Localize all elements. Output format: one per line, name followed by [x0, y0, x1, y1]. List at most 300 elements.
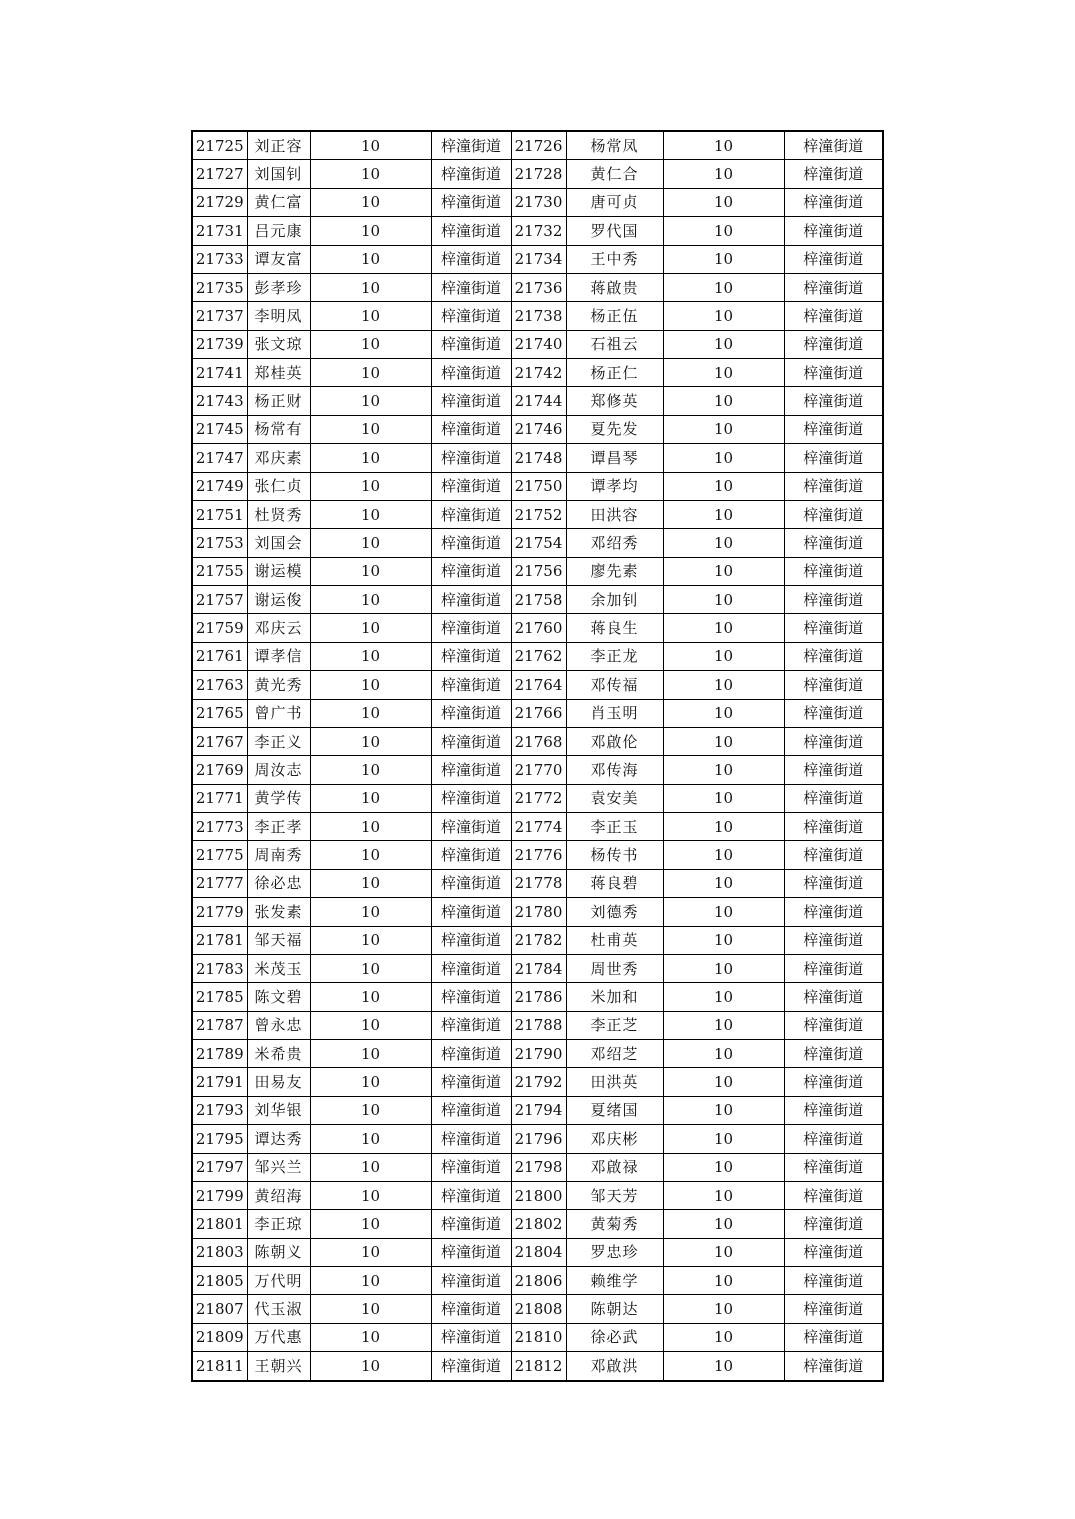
cell-left-name: 李明凤: [247, 302, 310, 330]
cell-right-street: 梓潼街道: [784, 302, 883, 330]
roster-body: [192, 131, 883, 1381]
cell-left-number: 21727: [192, 160, 247, 188]
cell-right-name: 蒋啟贵: [566, 273, 663, 301]
cell-right-amount: 10: [663, 1210, 784, 1238]
table-row: [192, 1210, 883, 1238]
cell-right-street: 梓潼街道: [784, 160, 883, 188]
cell-right-number: 21790: [511, 1040, 566, 1068]
cell-left-number: 21725: [192, 131, 247, 160]
cell-left-amount: 10: [310, 245, 431, 273]
cell-right-street: 梓潼街道: [784, 784, 883, 812]
cell-right-amount: 10: [663, 926, 784, 954]
cell-left-amount: 10: [310, 586, 431, 614]
cell-left-number: 21811: [192, 1352, 247, 1381]
cell-left-number: 21731: [192, 217, 247, 245]
cell-left-name: 王朝兴: [247, 1352, 310, 1381]
cell-left-amount: 10: [310, 1323, 431, 1351]
cell-left-name: 杨正财: [247, 387, 310, 415]
table-row: [192, 188, 883, 216]
cell-left-number: 21795: [192, 1125, 247, 1153]
table-row: [192, 245, 883, 273]
cell-right-street: 梓潼街道: [784, 472, 883, 500]
table-row: [192, 983, 883, 1011]
cell-right-amount: 10: [663, 415, 784, 443]
cell-right-name: 刘德秀: [566, 898, 663, 926]
table-row: [192, 1238, 883, 1266]
cell-left-name: 陈朝义: [247, 1238, 310, 1266]
cell-left-amount: 10: [310, 387, 431, 415]
cell-right-number: 21798: [511, 1153, 566, 1181]
cell-left-number: 21797: [192, 1153, 247, 1181]
cell-left-number: 21753: [192, 529, 247, 557]
cell-right-street: 梓潼街道: [784, 926, 883, 954]
table-row: [192, 954, 883, 982]
cell-right-amount: 10: [663, 1181, 784, 1209]
cell-left-number: 21767: [192, 727, 247, 755]
cell-right-name: 田洪英: [566, 1068, 663, 1096]
cell-right-street: 梓潼街道: [784, 387, 883, 415]
roster-table: [191, 130, 884, 1382]
cell-left-name: 代玉淑: [247, 1295, 310, 1323]
cell-right-number: 21752: [511, 500, 566, 528]
table-row: [192, 472, 883, 500]
cell-left-name: 李正琼: [247, 1210, 310, 1238]
cell-left-name: 张文琼: [247, 330, 310, 358]
cell-right-street: 梓潼街道: [784, 1181, 883, 1209]
cell-right-number: 21744: [511, 387, 566, 415]
cell-left-street: 梓潼街道: [431, 1068, 511, 1096]
cell-left-number: 21785: [192, 983, 247, 1011]
cell-left-name: 陈文碧: [247, 983, 310, 1011]
cell-left-number: 21773: [192, 813, 247, 841]
cell-left-street: 梓潼街道: [431, 671, 511, 699]
cell-right-amount: 10: [663, 444, 784, 472]
cell-left-name: 郑桂英: [247, 359, 310, 387]
cell-right-number: 21736: [511, 273, 566, 301]
cell-left-street: 梓潼街道: [431, 983, 511, 1011]
cell-left-street: 梓潼街道: [431, 444, 511, 472]
cell-left-name: 邹兴兰: [247, 1153, 310, 1181]
cell-left-street: 梓潼街道: [431, 813, 511, 841]
cell-left-amount: 10: [310, 1068, 431, 1096]
cell-left-amount: 10: [310, 330, 431, 358]
cell-right-number: 21782: [511, 926, 566, 954]
cell-right-amount: 10: [663, 557, 784, 585]
cell-right-street: 梓潼街道: [784, 756, 883, 784]
cell-left-street: 梓潼街道: [431, 188, 511, 216]
cell-left-number: 21801: [192, 1210, 247, 1238]
table-row: [192, 387, 883, 415]
cell-left-street: 梓潼街道: [431, 472, 511, 500]
table-row: [192, 1352, 883, 1381]
cell-right-number: 21734: [511, 245, 566, 273]
cell-right-number: 21792: [511, 1068, 566, 1096]
cell-left-street: 梓潼街道: [431, 1238, 511, 1266]
table-row: [192, 869, 883, 897]
cell-left-amount: 10: [310, 131, 431, 160]
cell-left-street: 梓潼街道: [431, 217, 511, 245]
cell-right-street: 梓潼街道: [784, 1011, 883, 1039]
table-row: [192, 898, 883, 926]
cell-right-street: 梓潼街道: [784, 1323, 883, 1351]
cell-right-amount: 10: [663, 472, 784, 500]
cell-left-street: 梓潼街道: [431, 415, 511, 443]
cell-right-street: 梓潼街道: [784, 642, 883, 670]
cell-right-name: 周世秀: [566, 954, 663, 982]
cell-left-street: 梓潼街道: [431, 954, 511, 982]
cell-right-name: 郑修英: [566, 387, 663, 415]
cell-right-amount: 10: [663, 131, 784, 160]
cell-left-street: 梓潼街道: [431, 898, 511, 926]
cell-right-amount: 10: [663, 500, 784, 528]
cell-left-name: 周南秀: [247, 841, 310, 869]
cell-right-name: 赖维学: [566, 1267, 663, 1295]
cell-left-street: 梓潼街道: [431, 1011, 511, 1039]
cell-right-amount: 10: [663, 1153, 784, 1181]
cell-right-name: 黄菊秀: [566, 1210, 663, 1238]
cell-left-street: 梓潼街道: [431, 614, 511, 642]
table-row: [192, 841, 883, 869]
cell-right-amount: 10: [663, 529, 784, 557]
cell-right-street: 梓潼街道: [784, 1267, 883, 1295]
cell-left-number: 21751: [192, 500, 247, 528]
cell-left-number: 21763: [192, 671, 247, 699]
cell-right-number: 21764: [511, 671, 566, 699]
cell-right-name: 袁安美: [566, 784, 663, 812]
cell-left-name: 刘国会: [247, 529, 310, 557]
cell-right-street: 梓潼街道: [784, 727, 883, 755]
cell-right-number: 21756: [511, 557, 566, 585]
cell-right-amount: 10: [663, 188, 784, 216]
cell-right-amount: 10: [663, 1096, 784, 1124]
cell-right-amount: 10: [663, 727, 784, 755]
cell-right-street: 梓潼街道: [784, 1040, 883, 1068]
cell-left-number: 21779: [192, 898, 247, 926]
cell-right-street: 梓潼街道: [784, 898, 883, 926]
cell-right-name: 杨传书: [566, 841, 663, 869]
cell-right-amount: 10: [663, 1323, 784, 1351]
table-row: [192, 302, 883, 330]
cell-right-amount: 10: [663, 983, 784, 1011]
cell-left-name: 曾广书: [247, 699, 310, 727]
cell-left-amount: 10: [310, 756, 431, 784]
table-row: [192, 1040, 883, 1068]
cell-left-number: 21783: [192, 954, 247, 982]
cell-left-number: 21739: [192, 330, 247, 358]
cell-right-number: 21754: [511, 529, 566, 557]
cell-left-street: 梓潼街道: [431, 784, 511, 812]
cell-right-amount: 10: [663, 586, 784, 614]
cell-left-amount: 10: [310, 671, 431, 699]
table-row: [192, 160, 883, 188]
cell-left-name: 杨常有: [247, 415, 310, 443]
cell-right-amount: 10: [663, 614, 784, 642]
cell-left-amount: 10: [310, 1238, 431, 1266]
cell-left-name: 谭达秀: [247, 1125, 310, 1153]
cell-left-amount: 10: [310, 472, 431, 500]
cell-right-number: 21740: [511, 330, 566, 358]
cell-left-number: 21777: [192, 869, 247, 897]
cell-left-name: 黄仁富: [247, 188, 310, 216]
cell-left-number: 21761: [192, 642, 247, 670]
table-row: [192, 557, 883, 585]
cell-left-street: 梓潼街道: [431, 1295, 511, 1323]
cell-left-street: 梓潼街道: [431, 1153, 511, 1181]
cell-right-amount: 10: [663, 699, 784, 727]
cell-right-number: 21780: [511, 898, 566, 926]
cell-left-number: 21807: [192, 1295, 247, 1323]
cell-right-amount: 10: [663, 1040, 784, 1068]
cell-right-street: 梓潼街道: [784, 586, 883, 614]
cell-left-amount: 10: [310, 813, 431, 841]
cell-right-name: 陈朝达: [566, 1295, 663, 1323]
cell-left-street: 梓潼街道: [431, 245, 511, 273]
cell-left-amount: 10: [310, 1096, 431, 1124]
cell-left-name: 谭孝信: [247, 642, 310, 670]
cell-right-street: 梓潼街道: [784, 217, 883, 245]
cell-left-street: 梓潼街道: [431, 1125, 511, 1153]
cell-left-name: 刘国钊: [247, 160, 310, 188]
cell-left-amount: 10: [310, 217, 431, 245]
cell-left-name: 万代明: [247, 1267, 310, 1295]
table-row: [192, 614, 883, 642]
cell-left-amount: 10: [310, 926, 431, 954]
cell-left-street: 梓潼街道: [431, 500, 511, 528]
cell-right-name: 谭昌琴: [566, 444, 663, 472]
cell-right-number: 21730: [511, 188, 566, 216]
cell-left-number: 21787: [192, 1011, 247, 1039]
cell-left-number: 21803: [192, 1238, 247, 1266]
cell-right-number: 21746: [511, 415, 566, 443]
table-row: [192, 500, 883, 528]
cell-right-street: 梓潼街道: [784, 671, 883, 699]
cell-right-amount: 10: [663, 642, 784, 670]
cell-right-number: 21728: [511, 160, 566, 188]
cell-right-amount: 10: [663, 1125, 784, 1153]
cell-left-number: 21733: [192, 245, 247, 273]
cell-right-amount: 10: [663, 330, 784, 358]
cell-left-street: 梓潼街道: [431, 926, 511, 954]
cell-left-name: 田易友: [247, 1068, 310, 1096]
cell-right-name: 黄仁合: [566, 160, 663, 188]
table-row: [192, 131, 883, 160]
cell-left-amount: 10: [310, 869, 431, 897]
cell-right-number: 21784: [511, 954, 566, 982]
cell-left-name: 黄绍海: [247, 1181, 310, 1209]
cell-right-name: 邓啟洪: [566, 1352, 663, 1381]
cell-left-street: 梓潼街道: [431, 727, 511, 755]
cell-right-number: 21786: [511, 983, 566, 1011]
cell-left-amount: 10: [310, 1352, 431, 1381]
cell-right-amount: 10: [663, 273, 784, 301]
cell-right-name: 邓啟伦: [566, 727, 663, 755]
cell-left-name: 谢运俊: [247, 586, 310, 614]
cell-left-name: 黄光秀: [247, 671, 310, 699]
cell-right-amount: 10: [663, 869, 784, 897]
table-row: [192, 1153, 883, 1181]
cell-right-amount: 10: [663, 1295, 784, 1323]
cell-right-street: 梓潼街道: [784, 954, 883, 982]
cell-left-amount: 10: [310, 444, 431, 472]
cell-right-name: 杨常凤: [566, 131, 663, 160]
cell-right-amount: 10: [663, 302, 784, 330]
cell-right-street: 梓潼街道: [784, 1068, 883, 1096]
cell-left-name: 杜贤秀: [247, 500, 310, 528]
cell-right-name: 石祖云: [566, 330, 663, 358]
cell-right-name: 邹天芳: [566, 1181, 663, 1209]
cell-right-street: 梓潼街道: [784, 273, 883, 301]
table-row: [192, 1068, 883, 1096]
table-row: [192, 642, 883, 670]
table-row: [192, 415, 883, 443]
cell-left-amount: 10: [310, 557, 431, 585]
table-row: [192, 727, 883, 755]
cell-right-name: 蒋良碧: [566, 869, 663, 897]
cell-left-number: 21791: [192, 1068, 247, 1096]
cell-right-street: 梓潼街道: [784, 1096, 883, 1124]
cell-left-name: 吕元康: [247, 217, 310, 245]
cell-left-name: 邓庆云: [247, 614, 310, 642]
cell-right-amount: 10: [663, 359, 784, 387]
cell-left-amount: 10: [310, 1040, 431, 1068]
cell-left-name: 米茂玉: [247, 954, 310, 982]
cell-left-name: 黄学传: [247, 784, 310, 812]
table-row: [192, 217, 883, 245]
cell-left-amount: 10: [310, 273, 431, 301]
cell-right-amount: 10: [663, 756, 784, 784]
cell-right-name: 杜甫英: [566, 926, 663, 954]
cell-left-name: 米希贵: [247, 1040, 310, 1068]
cell-right-number: 21776: [511, 841, 566, 869]
cell-left-name: 张发素: [247, 898, 310, 926]
cell-right-number: 21812: [511, 1352, 566, 1381]
cell-right-number: 21750: [511, 472, 566, 500]
cell-right-street: 梓潼街道: [784, 188, 883, 216]
cell-left-number: 21757: [192, 586, 247, 614]
cell-left-street: 梓潼街道: [431, 1181, 511, 1209]
table-row: [192, 1295, 883, 1323]
cell-left-street: 梓潼街道: [431, 1323, 511, 1351]
cell-right-street: 梓潼街道: [784, 444, 883, 472]
table-row: [192, 330, 883, 358]
cell-left-name: 曾永忠: [247, 1011, 310, 1039]
cell-left-amount: 10: [310, 784, 431, 812]
cell-right-name: 李正芝: [566, 1011, 663, 1039]
cell-right-name: 王中秀: [566, 245, 663, 273]
cell-right-street: 梓潼街道: [784, 869, 883, 897]
cell-right-number: 21800: [511, 1181, 566, 1209]
cell-right-amount: 10: [663, 1068, 784, 1096]
cell-left-street: 梓潼街道: [431, 387, 511, 415]
cell-left-name: 万代惠: [247, 1323, 310, 1351]
cell-left-amount: 10: [310, 841, 431, 869]
cell-right-number: 21808: [511, 1295, 566, 1323]
cell-left-street: 梓潼街道: [431, 642, 511, 670]
cell-right-amount: 10: [663, 387, 784, 415]
cell-right-number: 21778: [511, 869, 566, 897]
cell-right-amount: 10: [663, 160, 784, 188]
cell-left-number: 21743: [192, 387, 247, 415]
cell-left-number: 21799: [192, 1181, 247, 1209]
cell-left-street: 梓潼街道: [431, 273, 511, 301]
cell-left-amount: 10: [310, 983, 431, 1011]
cell-right-street: 梓潼街道: [784, 983, 883, 1011]
cell-right-name: 杨正仁: [566, 359, 663, 387]
cell-right-name: 肖玉明: [566, 699, 663, 727]
cell-left-street: 梓潼街道: [431, 1267, 511, 1295]
cell-right-name: 邓绍秀: [566, 529, 663, 557]
cell-left-name: 张仁贞: [247, 472, 310, 500]
cell-left-number: 21745: [192, 415, 247, 443]
table-row: [192, 273, 883, 301]
table-row: [192, 586, 883, 614]
cell-right-number: 21760: [511, 614, 566, 642]
cell-right-number: 21806: [511, 1267, 566, 1295]
cell-left-street: 梓潼街道: [431, 869, 511, 897]
cell-right-number: 21758: [511, 586, 566, 614]
table-row: [192, 699, 883, 727]
cell-right-amount: 10: [663, 217, 784, 245]
cell-left-number: 21737: [192, 302, 247, 330]
cell-left-street: 梓潼街道: [431, 699, 511, 727]
cell-right-number: 21766: [511, 699, 566, 727]
cell-right-street: 梓潼街道: [784, 529, 883, 557]
cell-left-number: 21729: [192, 188, 247, 216]
table-row: [192, 529, 883, 557]
cell-right-number: 21762: [511, 642, 566, 670]
cell-right-street: 梓潼街道: [784, 557, 883, 585]
cell-left-number: 21747: [192, 444, 247, 472]
cell-right-amount: 10: [663, 898, 784, 926]
cell-right-number: 21772: [511, 784, 566, 812]
table-row: [192, 1181, 883, 1209]
cell-right-name: 邓绍芝: [566, 1040, 663, 1068]
cell-right-street: 梓潼街道: [784, 1125, 883, 1153]
cell-left-amount: 10: [310, 188, 431, 216]
cell-right-number: 21788: [511, 1011, 566, 1039]
cell-right-name: 邓传福: [566, 671, 663, 699]
cell-left-number: 21735: [192, 273, 247, 301]
cell-right-name: 余加钊: [566, 586, 663, 614]
cell-left-street: 梓潼街道: [431, 586, 511, 614]
cell-left-name: 徐必忠: [247, 869, 310, 897]
cell-right-street: 梓潼街道: [784, 415, 883, 443]
cell-left-name: 刘华银: [247, 1096, 310, 1124]
cell-left-name: 周汝志: [247, 756, 310, 784]
cell-right-number: 21770: [511, 756, 566, 784]
cell-left-street: 梓潼街道: [431, 160, 511, 188]
cell-left-number: 21749: [192, 472, 247, 500]
cell-left-amount: 10: [310, 898, 431, 926]
cell-left-street: 梓潼街道: [431, 1096, 511, 1124]
cell-right-amount: 10: [663, 841, 784, 869]
cell-right-name: 李正龙: [566, 642, 663, 670]
cell-left-street: 梓潼街道: [431, 131, 511, 160]
cell-right-amount: 10: [663, 1352, 784, 1381]
cell-left-street: 梓潼街道: [431, 529, 511, 557]
cell-right-street: 梓潼街道: [784, 1153, 883, 1181]
cell-left-amount: 10: [310, 160, 431, 188]
cell-left-number: 21789: [192, 1040, 247, 1068]
cell-right-number: 21726: [511, 131, 566, 160]
cell-right-street: 梓潼街道: [784, 1352, 883, 1381]
cell-right-name: 谭孝均: [566, 472, 663, 500]
cell-right-name: 夏先发: [566, 415, 663, 443]
cell-left-amount: 10: [310, 699, 431, 727]
cell-right-number: 21804: [511, 1238, 566, 1266]
cell-right-street: 梓潼街道: [784, 245, 883, 273]
cell-left-street: 梓潼街道: [431, 359, 511, 387]
